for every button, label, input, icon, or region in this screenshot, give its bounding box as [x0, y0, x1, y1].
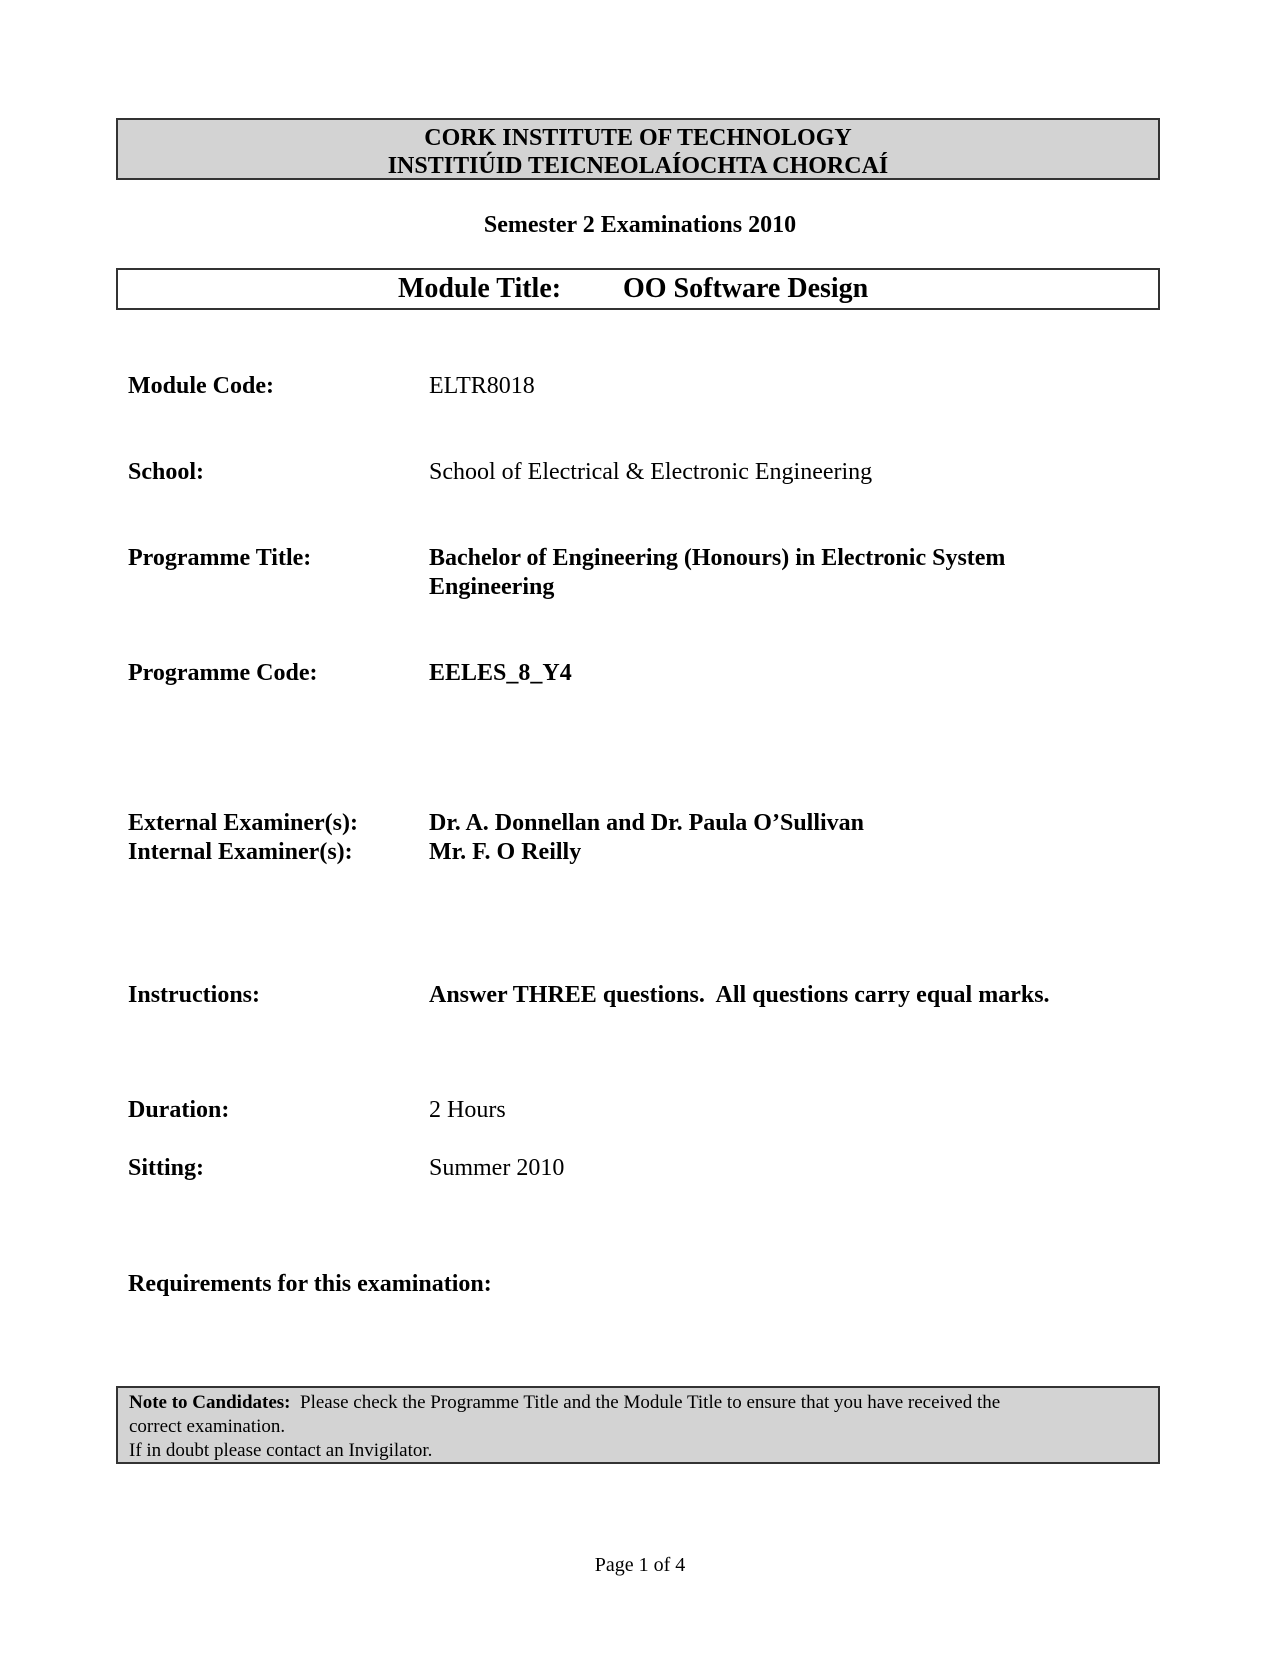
note-text-line1: Please check the Programme Title and the Module Title to ensure that you have received the	[300, 1392, 1001, 1413]
instructions-label: Instructions:	[128, 982, 261, 1008]
programme-title-value-line2: Engineering	[429, 574, 555, 600]
programme-title-label: Programme Title:	[128, 545, 312, 571]
institution-name-english: CORK INSTITUTE OF TECHNOLOGY	[424, 125, 852, 151]
programme-title-value-line1: Bachelor of Engineering (Honours) in Electronic System	[429, 545, 1006, 571]
module-code-label: Module Code:	[128, 373, 274, 399]
programme-code-value: EELES_8_Y4	[429, 660, 572, 686]
external-examiners-value: Dr. A. Donnellan and Dr. Paula O’Sullivan	[429, 810, 865, 836]
note-to-candidates	[116, 1386, 1160, 1464]
semester-title: Semester 2 Examinations 2010	[483, 212, 797, 238]
internal-examiners-value: Mr. F. O Reilly	[429, 839, 582, 865]
note-text-line2: correct examination.	[129, 1416, 286, 1437]
institution-header	[116, 118, 1160, 180]
module-title-value: OO Software Design	[623, 273, 869, 304]
programme-code-label: Programme Code:	[128, 660, 318, 686]
sitting-label: Sitting:	[128, 1155, 205, 1181]
sitting-value: Summer 2010	[429, 1155, 565, 1181]
school-label: School:	[128, 459, 205, 485]
external-examiners-label: External Examiner(s):	[128, 810, 358, 836]
module-title-label: Module Title:	[398, 273, 562, 304]
note-heading: Note to Candidates:	[129, 1392, 291, 1413]
institution-name-irish: INSTITIÚID TEICNEOLAÍOCHTA CHORCAÍ	[387, 153, 889, 179]
duration-value: 2 Hours	[429, 1097, 506, 1123]
page-number: Page 1 of 4	[594, 1554, 686, 1576]
instructions-value: Answer THREE questions. All questions carry equal marks.	[429, 982, 1050, 1008]
internal-examiners-label: Internal Examiner(s):	[128, 839, 353, 865]
requirements-label: Requirements for this examination:	[128, 1271, 492, 1297]
duration-label: Duration:	[128, 1097, 230, 1123]
note-text-line3: If in doubt please contact an Invigilator.	[129, 1440, 433, 1461]
module-title-box	[116, 268, 1160, 310]
school-value: School of Electrical & Electronic Engineering	[429, 459, 873, 485]
module-code-value: ELTR8018	[429, 373, 535, 399]
